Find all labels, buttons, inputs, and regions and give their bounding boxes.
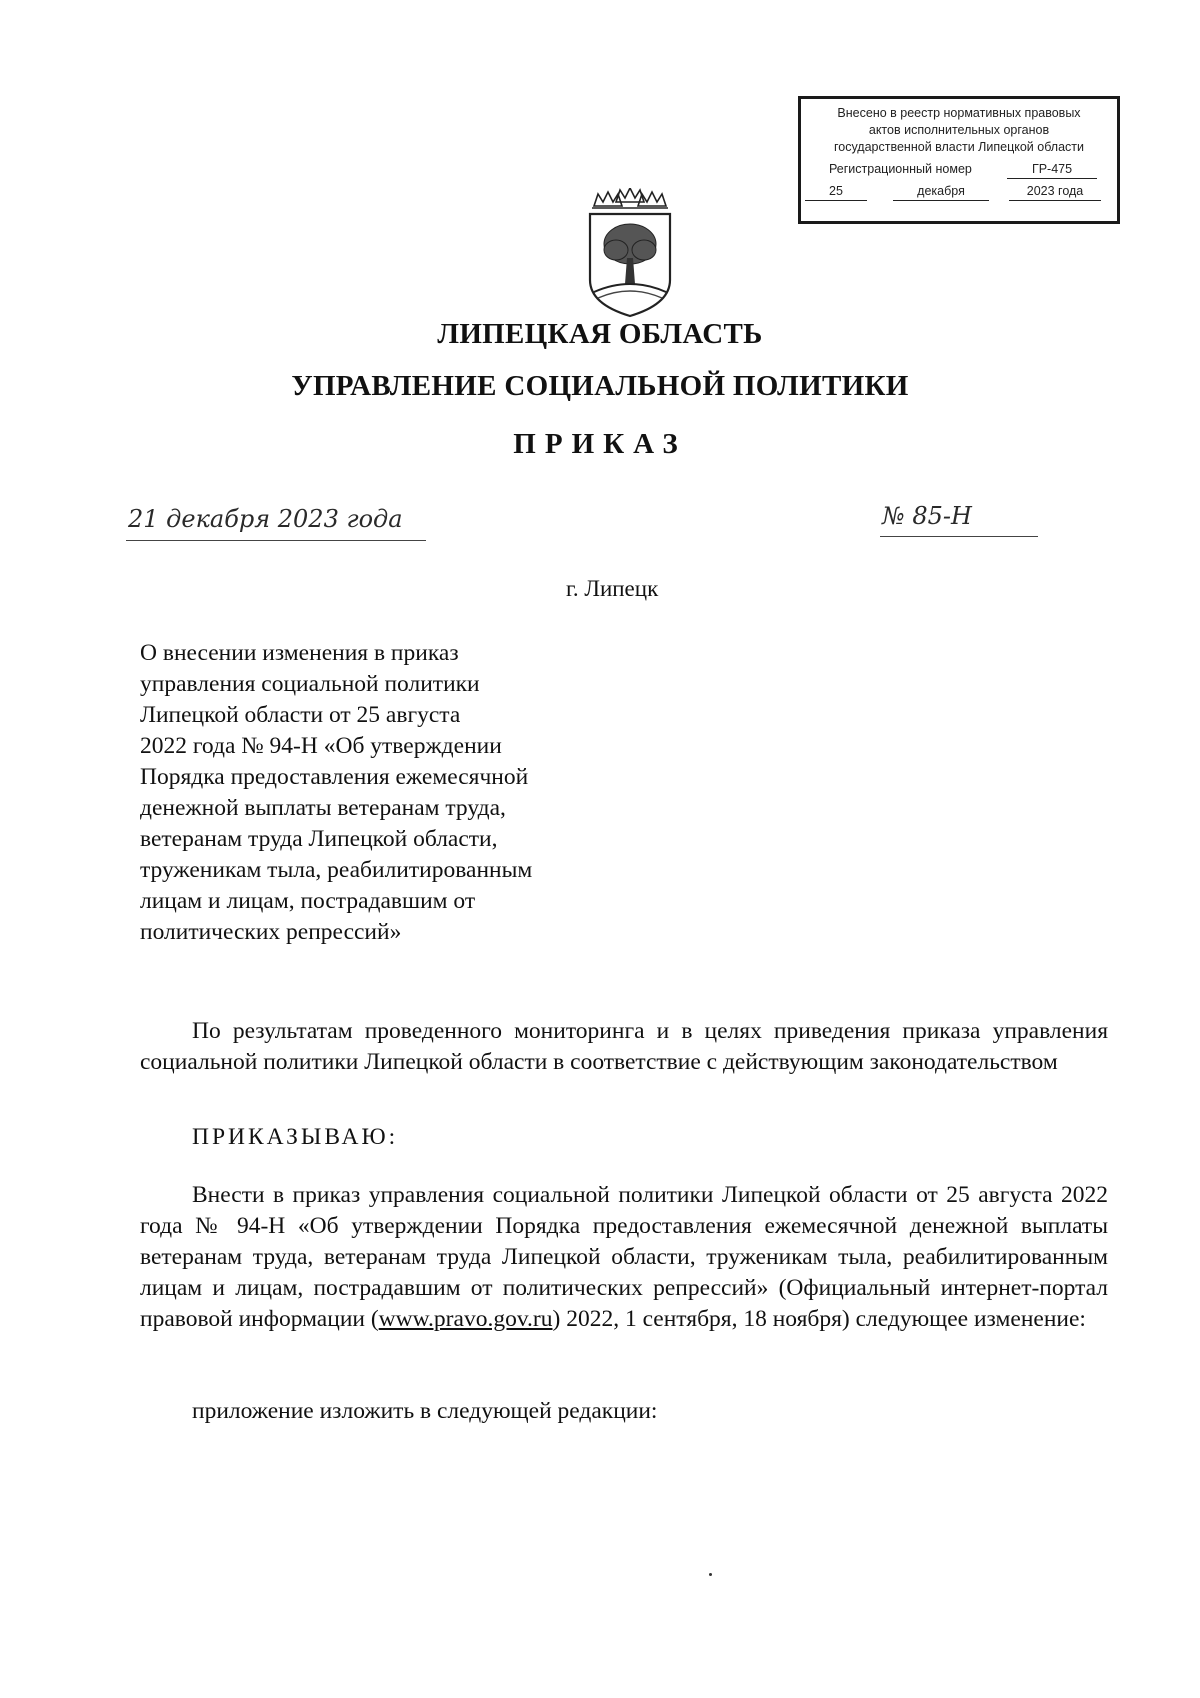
pravo-link[interactable]: www.pravo.gov.ru — [378, 1306, 553, 1332]
signature-date: 21 декабря 2023 года — [128, 505, 403, 533]
coat-of-arms-icon — [580, 188, 680, 320]
stamp-line-2: актов исполнительных органов — [868, 123, 1050, 137]
document-type-title: ПРИКАЗ — [513, 428, 687, 460]
subject-line: лицам и лицам, пострадавшим от — [140, 888, 476, 914]
closing-line: приложение изложить в следующей редакции: — [192, 1398, 658, 1424]
subject-line: Липецкой области от 25 августа — [140, 702, 461, 728]
stamp-year: 2023 года — [1009, 183, 1101, 201]
subject-line: 2022 года № 94-Н «Об утверждении — [140, 733, 502, 759]
stamp-line-3: государственной власти Липецкой области — [833, 140, 1085, 154]
stamp-reg-label: Регистрационный номер — [829, 162, 972, 176]
stamp-month: декабря — [893, 183, 989, 201]
main-paragraph-text: Внести в приказ управления социальной политики Липецкой области от 25 августа 2022 года № 94-Н «Об утверждении Порядка предоставления ежемесячной денежной выплаты ветеранам труда, ветеранам труда Липецкой области, труженикам тыла, реабилитированным лицам и лицам, пострадавшим от политических репрессий» (Официальный интернет-портал правовой информации ( — [140, 1182, 1108, 1332]
scan-speck — [709, 1573, 712, 1576]
preamble-paragraph: По результатам проведенного мониторинга и в целях приведения приказа управления социальной политики Липецкой области в соответствие с действующим законодательством — [140, 1018, 1108, 1075]
department-title: УПРАВЛЕНИЕ СОЦИАЛЬНОЙ ПОЛИТИКИ — [291, 370, 909, 402]
orders-heading: ПРИКАЗЫВАЮ: — [192, 1124, 399, 1150]
subject-line: ветеранам труда Липецкой области, — [140, 826, 498, 852]
main-paragraph-tail: ) 2022, 1 сентября, 18 ноября) следующее изменение: — [552, 1306, 1086, 1332]
stamp-line-1: Внесено в реестр нормативных правовых — [837, 106, 1081, 120]
subject-line: Порядка предоставления ежемесячной — [140, 764, 529, 790]
region-title: ЛИПЕЦКАЯ ОБЛАСТЬ — [437, 318, 763, 350]
main-paragraph — [140, 1180, 1108, 1335]
number-underline — [880, 536, 1038, 537]
city: г. Липецк — [566, 576, 659, 601]
subject-line: политических репрессий» — [140, 919, 402, 945]
order-subject — [140, 638, 610, 948]
stamp-day: 25 — [805, 183, 867, 201]
date-underline — [126, 540, 426, 541]
stamp-reg-number: ГР-475 — [1007, 161, 1097, 179]
subject-line: труженикам тыла, реабилитированным — [140, 857, 533, 883]
subject-line: О внесении изменения в приказ — [140, 640, 459, 666]
document-number: № 85-Н — [882, 502, 972, 530]
subject-line: управления социальной политики — [140, 671, 480, 697]
subject-line: денежной выплаты ветеранам труда, — [140, 795, 506, 821]
registry-stamp — [798, 96, 1120, 224]
